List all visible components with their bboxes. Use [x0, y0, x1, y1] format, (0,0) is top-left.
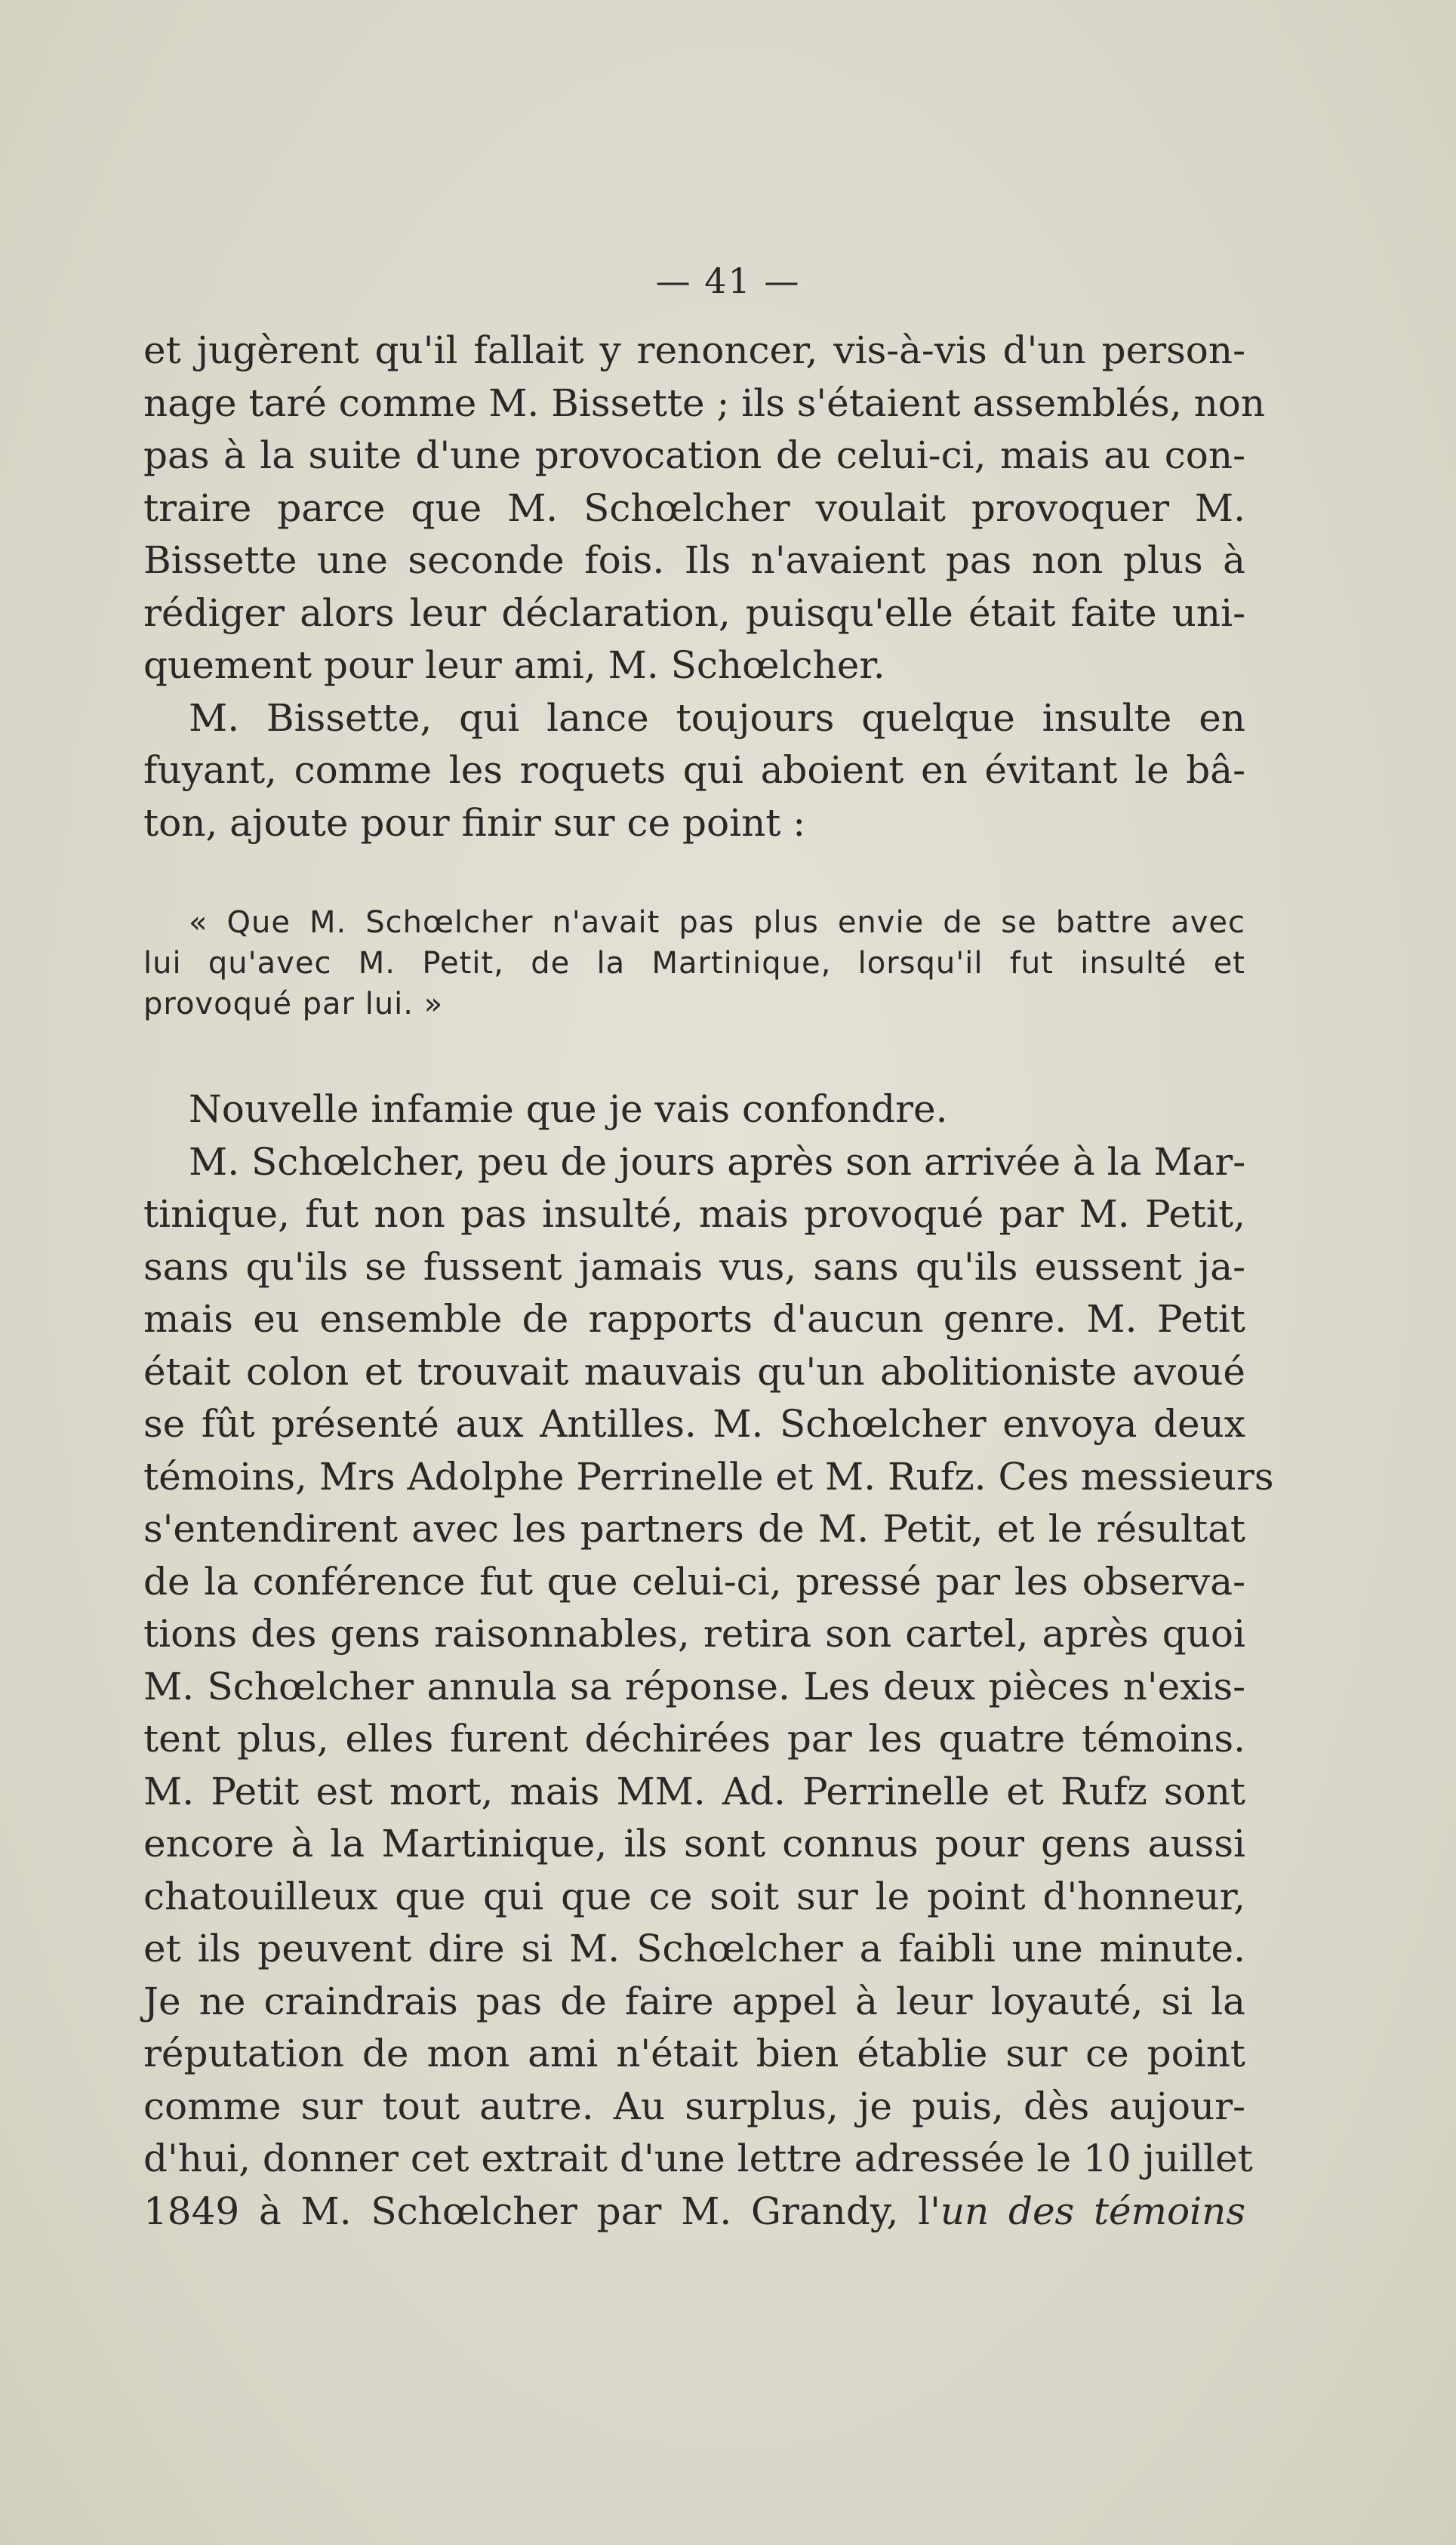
text-line: pas à la suite d'une provocation de celui-ci, mais au con-: [143, 433, 1245, 477]
text-line: s'entendirent avec les partners de M. Petit, et le résultat: [143, 1507, 1245, 1551]
text-line: chatouilleux que qui que ce soit sur le point d'honneur,: [143, 1874, 1245, 1918]
text-line: se fût présenté aux Antilles. M. Schœlcher envoya deux: [143, 1402, 1245, 1446]
text-line: fuyant, comme les roquets qui aboient en évitant le bâ-: [143, 748, 1245, 792]
text-line: traire parce que M. Schœlcher voulait provoquer M.: [143, 485, 1245, 530]
text-line: ton, ajoute pour finir sur ce point :: [143, 800, 806, 845]
body-text-bottom: [143, 1083, 1274, 2238]
text-line: sans qu'ils se fussent jamais vus, sans qu'ils eussent ja-: [143, 1244, 1245, 1289]
text-line: rédiger alors leur déclaration, puisqu'elle était faite uni-: [143, 590, 1245, 635]
text-line: et jugèrent qu'il fallait y renoncer, vis-à-vis d'un person-: [143, 328, 1245, 372]
text-line: témoins, Mrs Adolphe Perrinelle et M. Rufz. Ces messieurs: [143, 1454, 1274, 1499]
final-line-text: 1849 à M. Schœlcher par M. Grandy, l': [143, 2189, 940, 2233]
text-line: M. Bissette, qui lance toujours quelque insulte en: [189, 695, 1245, 740]
text-line: M. Schœlcher annula sa réponse. Les deux pièces n'exis-: [143, 1664, 1245, 1708]
text-line: mais eu ensemble de rapports d'aucun genre. M. Petit: [143, 1297, 1245, 1341]
text-line: et ils peuvent dire si M. Schœlcher a faibli une minute.: [143, 1927, 1245, 1970]
block-quote: [143, 902, 1245, 1024]
text-line: M. Schœlcher, peu de jours après son arrivée à la Mar-: [189, 1139, 1246, 1184]
text-line: tions des gens raisonnables, retira son cartel, après quoi: [143, 1612, 1245, 1656]
text-line: Bissette une seconde fois. Ils n'avaient pas non plus à: [143, 538, 1245, 582]
text-line: réputation de mon ami n'était bien établie sur ce point: [143, 2032, 1245, 2075]
text-line: quement pour leur ami, M. Schœlcher.: [143, 643, 885, 687]
text-line: Nouvelle infamie que je vais confondre.: [189, 1087, 948, 1131]
text-line: tinique, fut non pas insulté, mais provoqué par M. Petit,: [143, 1192, 1245, 1236]
text-line: encore à la Martinique, ils sont connus pour gens aussi: [143, 1822, 1245, 1866]
text-line: était colon et trouvait mauvais qu'un abolitioniste avoué: [143, 1349, 1245, 1394]
text-line: Je ne craindrais pas de faire appel à leur loyauté, si la: [143, 1979, 1245, 2023]
text-line: d'hui, donner cet extrait d'une lettre adressée le 10 juillet: [143, 2137, 1253, 2180]
text-line: nage taré comme M. Bissette ; ils s'étaient assemblés, non: [143, 381, 1266, 425]
body-text-top: [143, 325, 1266, 849]
quote-line: lui qu'avec M. Petit, de la Martinique, lorsqu'il fut insulté et: [143, 946, 1245, 981]
final-line-italic: un des témoins: [940, 2189, 1246, 2233]
text-line: de la conférence fut que celui-ci, pressé par les observa-: [143, 1559, 1245, 1604]
text-line: tent plus, elles furent déchirées par les quatre témoins.: [143, 1717, 1245, 1761]
quote-line: provoqué par lui. »: [143, 987, 444, 1021]
text-line: comme sur tout autre. Au surplus, je puis, dès aujour-: [143, 2084, 1245, 2128]
page-number: — 41 —: [655, 260, 801, 301]
text-line-final: [143, 2186, 1245, 2238]
text-line: M. Petit est mort, mais MM. Ad. Perrinelle et Rufz sont: [143, 1769, 1245, 1813]
quote-line: « Que M. Schœlcher n'avait pas plus envie de se battre avec: [189, 905, 1245, 940]
